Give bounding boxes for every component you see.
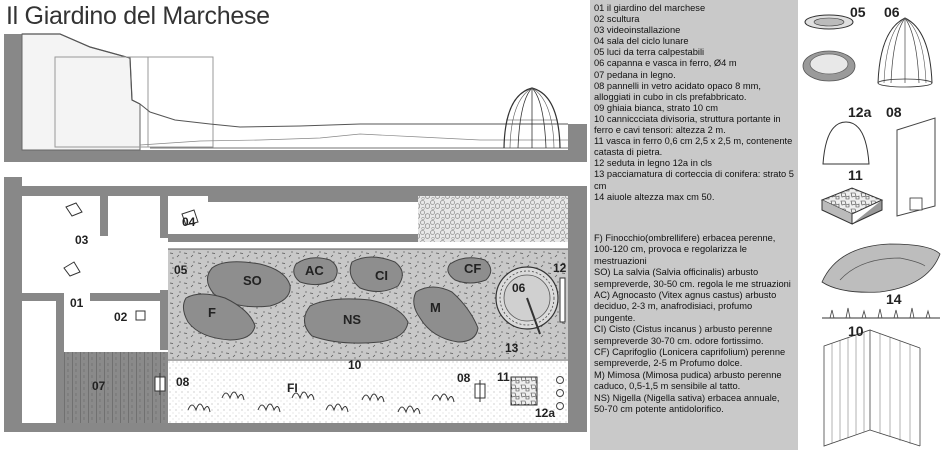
detail-label-14: 14 xyxy=(886,291,902,307)
detail-label-10: 10 xyxy=(848,323,864,339)
label-13: 13 xyxy=(505,341,519,355)
plant-note: F) Finocchio(ombrellifere) erbacea perenne, 100-120 cm, provoca e regolarizza le mestruazioni xyxy=(594,233,776,266)
legend-item: 08 pannelli in vetro acidato opaco 8 mm, alloggiati in cubo in cls prefabbricato. xyxy=(594,80,761,102)
bed-label-ac: AC xyxy=(305,263,324,278)
legend-item: 06 capanna e vasca in ferro, Ø4 m xyxy=(594,58,737,69)
detail-label-12a: 12a xyxy=(848,104,872,120)
bed-label-so: SO xyxy=(243,273,262,288)
garden-plan xyxy=(0,177,587,445)
legend-item: 04 sala del ciclo lunare xyxy=(594,36,689,47)
plant-note: SO) La salvia (Salvia officinalis) arbusto sempreverde, 30-50 cm. regola le me struazioni xyxy=(594,267,791,289)
detail-label-05: 05 xyxy=(850,4,866,20)
plant-notes xyxy=(594,233,794,416)
label-fi: FI xyxy=(287,381,298,395)
legend-item: 09 ghiaia bianca, strato 10 cm xyxy=(594,102,719,113)
plant-note: NS) Nigella (Nigella sativa) erbacea annuale, 50-70 cm potente antidolorifico. xyxy=(594,392,780,415)
label-12a: 12a xyxy=(535,406,556,420)
detail-label-08: 08 xyxy=(886,104,902,120)
label-04: 04 xyxy=(182,215,196,229)
legend-item: 11 vasca in ferro 0,6 cm 2,5 x 2,5 m, contenente catasta di pietra. xyxy=(594,136,793,158)
label-05: 05 xyxy=(174,263,188,277)
page-title: Il Giardino del Marchese xyxy=(6,2,270,30)
plant-note: AC) Agnocasto (Vitex agnus castus) arbusto deciduo, 2-3 m, anafrodisiaci, profumo pungente. xyxy=(594,290,777,323)
detail-label-06: 06 xyxy=(884,4,900,20)
legend-item: 01 il giardino del marchese xyxy=(594,3,706,13)
label-08-right: 08 xyxy=(457,371,471,385)
bed-label-ns: NS xyxy=(343,312,362,327)
bed-label-cf: CF xyxy=(464,261,482,276)
label-06: 06 xyxy=(512,281,526,295)
legend-item: 10 canniccciata divisoria, struttura portante in ferro e cavi tensori: altezza 2 m. xyxy=(594,113,781,136)
label-03: 03 xyxy=(75,233,89,247)
plant-note: CF) Caprifoglio (Lonicera caprifolium) perenne sempreverde, 2-5 m Profumo dolce. xyxy=(594,347,786,369)
legend-item: 05 luci da terra calpestabili xyxy=(594,47,705,58)
legend-item: 02 scultura xyxy=(594,14,640,25)
label-10: 10 xyxy=(348,358,362,372)
plant-note: CI) Cisto (Cistus incanus ) arbusto perenne sempreverde 30-70 cm. odore fortissimo. xyxy=(594,324,773,346)
label-01: 01 xyxy=(70,296,84,310)
bed-label-f: F xyxy=(208,305,216,320)
bed-label-ci: CI xyxy=(375,268,388,283)
detail-label-11: 11 xyxy=(848,167,863,183)
label-02: 02 xyxy=(114,310,128,324)
legend-list xyxy=(594,3,800,203)
garden-section-elevation xyxy=(4,34,587,162)
legend-item: 12 seduta in legno 12a in cls xyxy=(594,158,712,169)
legend-item: 03 videoinstallazione xyxy=(594,25,681,36)
legend-item: 07 pedana in legno. xyxy=(594,69,676,80)
label-08-left: 08 xyxy=(176,375,190,389)
label-12: 12 xyxy=(553,261,567,275)
label-11: 11 xyxy=(497,370,510,384)
bed-label-m: M xyxy=(430,300,441,315)
detail-drawings xyxy=(803,15,940,446)
legend-item: 14 aiuole altezza max cm 50. xyxy=(594,191,715,202)
legend-item: 13 pacciamatura di corteccia di conifera: strato 5 cm xyxy=(594,169,794,191)
label-07: 07 xyxy=(92,379,106,393)
plant-note: M) Mimosa (Mimosa pudica) arbusto perenne caduco, 0,5-1,5 m sensibile al tatto. xyxy=(594,369,782,392)
